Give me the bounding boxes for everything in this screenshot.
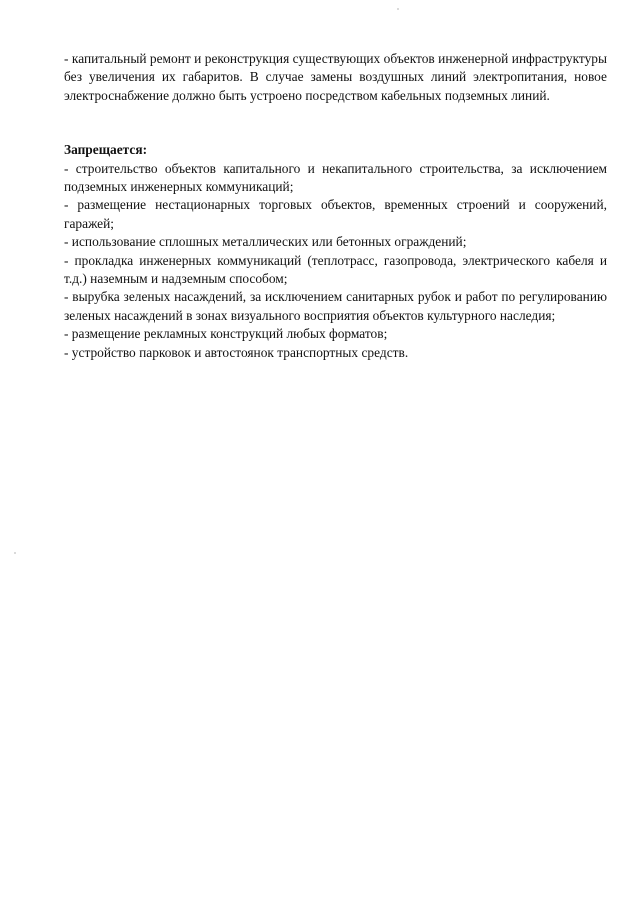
list-item: - строительство объектов капитального и некапитального строительства, за исключением подземных инженерных коммуникаций; <box>64 160 607 195</box>
scan-speck <box>397 8 399 10</box>
prohibited-list <box>64 160 607 362</box>
prohibited-heading: Запрещается: <box>64 142 148 158</box>
list-item: - размещение нестационарных торговых объектов, временных строений и сооружений, гаражей; <box>64 197 607 231</box>
list-item: - прокладка инженерных коммуникаций (теплотрасс, газопровода, электрического кабеля и т.д.) наземным и надземным способом; <box>64 252 607 287</box>
list-item: - вырубка зеленых насаждений, за исключением санитарных рубок и работ по регулированию зеленых насаждений в зонах визуального восприятия объектов культурного наследия; <box>64 289 607 323</box>
document-body <box>64 50 607 362</box>
intro-paragraph: - капитальный ремонт и реконструкция существующих объектов инженерной инфраструктуры без увеличения их габаритов. В случае замены воздушных линий электропитания, новое электроснабжение должно быть устроено посредством кабельных подземных линий. <box>64 51 607 103</box>
list-item: - размещение рекламных конструкций любых форматов; <box>64 326 388 342</box>
list-item: - использование сплошных металлических или бетонных ограждений; <box>64 234 467 250</box>
list-item: - устройство парковок и автостоянок транспортных средств. <box>64 344 409 360</box>
scan-speck <box>14 552 16 554</box>
paragraph-gap <box>64 105 607 141</box>
